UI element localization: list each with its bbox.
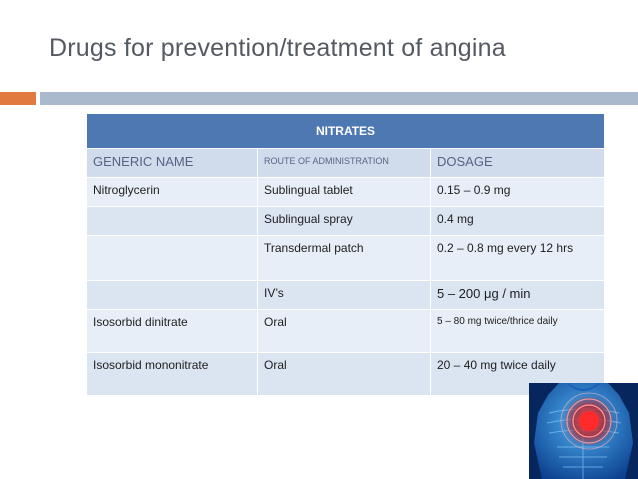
route-cell: Sublingual tablet <box>258 178 431 207</box>
column-header-route: ROUTE OF ADMINISTRATION <box>258 149 431 178</box>
table-row <box>87 207 605 236</box>
dosage-cell: 5 – 80 mg twice/thrice daily <box>431 310 605 353</box>
column-header-dosage: DOSAGE <box>431 149 605 178</box>
table-row <box>87 353 605 396</box>
generic-cell: Isosorbid mononitrate <box>87 353 258 396</box>
table-row <box>87 178 605 207</box>
dosage-cell: 20 – 40 mg twice daily <box>431 353 605 396</box>
nitrates-table <box>86 113 605 396</box>
column-header-row <box>87 149 605 178</box>
dosage-cell: 0.2 – 0.8 mg every 12 hrs <box>431 236 605 281</box>
generic-cell <box>87 207 258 236</box>
table-row <box>87 236 605 281</box>
generic-cell <box>87 236 258 281</box>
slide-title: Drugs for prevention/treatment of angina <box>49 34 506 62</box>
dosage-cell: 0.4 mg <box>431 207 605 236</box>
route-cell: Oral <box>258 310 431 353</box>
dosage-cell: 5 – 200 μg / min <box>431 281 605 310</box>
chest-pain-illustration <box>529 383 638 479</box>
accent-bar-blue <box>40 92 638 105</box>
generic-cell: Isosorbid dinitrate <box>87 310 258 353</box>
table-row <box>87 281 605 310</box>
route-cell: Sublingual spray <box>258 207 431 236</box>
table-row <box>87 310 605 353</box>
accent-bar-orange <box>0 92 36 105</box>
generic-cell: Nitroglycerin <box>87 178 258 207</box>
column-header-generic: GENERIC NAME <box>87 149 258 178</box>
angina-illustration <box>529 383 638 479</box>
generic-cell <box>87 281 258 310</box>
table-heading: NITRATES <box>87 114 605 149</box>
route-cell: Transdermal patch <box>258 236 431 281</box>
route-cell: Oral <box>258 353 431 396</box>
dosage-cell: 0.15 – 0.9 mg <box>431 178 605 207</box>
route-cell: IV’s <box>258 281 431 310</box>
